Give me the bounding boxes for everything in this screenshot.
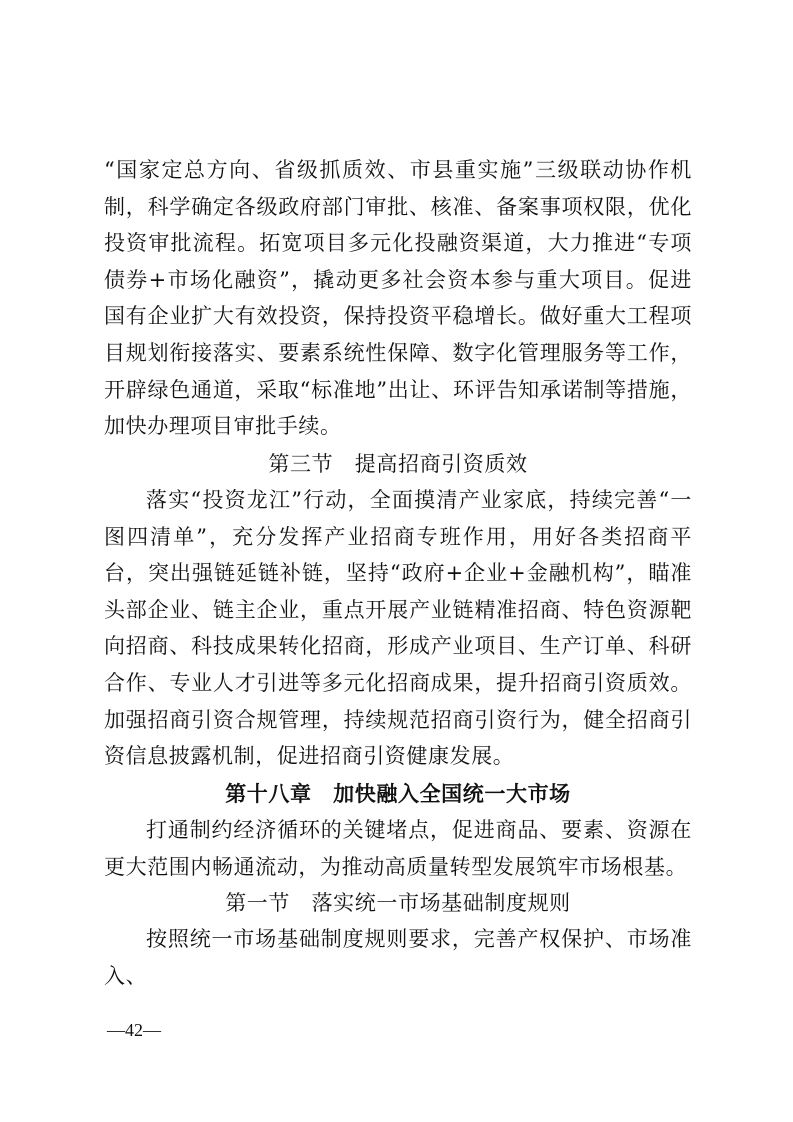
- paragraph-market-rules: 按照统一市场基础制度规则要求，完善产权保护、市场准入、: [104, 927, 692, 988]
- page-number: —42—: [107, 1020, 161, 1040]
- section-heading-3: 第三节 提高招商引资质效: [268, 452, 528, 476]
- chapter-heading-18: 第十八章 加快融入全国统一大市场: [225, 781, 571, 806]
- paragraph-investment-attraction: 落实“投资龙江”行动，全面摸清产业家底，持续完善“一图四清单”，充分发挥产业招商专班作用，用好各类招商平台，突出强链延链补链，坚持“政府+企业+金融机构”，瞄准头部企业、链主企业，重点开展产业链精准招商、特色资源靶向招商、科技成果转化招商，形成产业项目、生产订单、科研合作、专业人才引进等多元化招商成果，提升招商引资质效。加强招商引资合规管理，持续规范招商引资行为，健全招商引资信息披露机制，促进招商引资健康发展。: [104, 488, 692, 769]
- section-heading-1: 第一节 落实统一市场基础制度规则: [225, 891, 571, 915]
- paragraph-chapter-intro: 打通制约经济循环的关键堵点，促进商品、要素、资源在更大范围内畅通流动，为推动高质量转型发展筑牢市场根基。: [104, 818, 692, 879]
- paragraph-investment-approval: “国家定总方向、省级抓质效、市县重实施”三级联动协作机制，科学确定各级政府部门审批、核准、备案事项权限，优化投资审批流程。拓宽项目多元化投融资渠道，大力推进“专项债券+市场化融资”，撬动更多社会资本参与重大项目。促进国有企业扩大有效投资，保持投资平稳增长。做好重大工程项目规划衔接落实、要素系统性保障、数字化管理服务等工作，开辟绿色通道，采取“标准地”出让、环评告知承诺制等措施，加快办理项目审批手续。: [104, 158, 692, 439]
